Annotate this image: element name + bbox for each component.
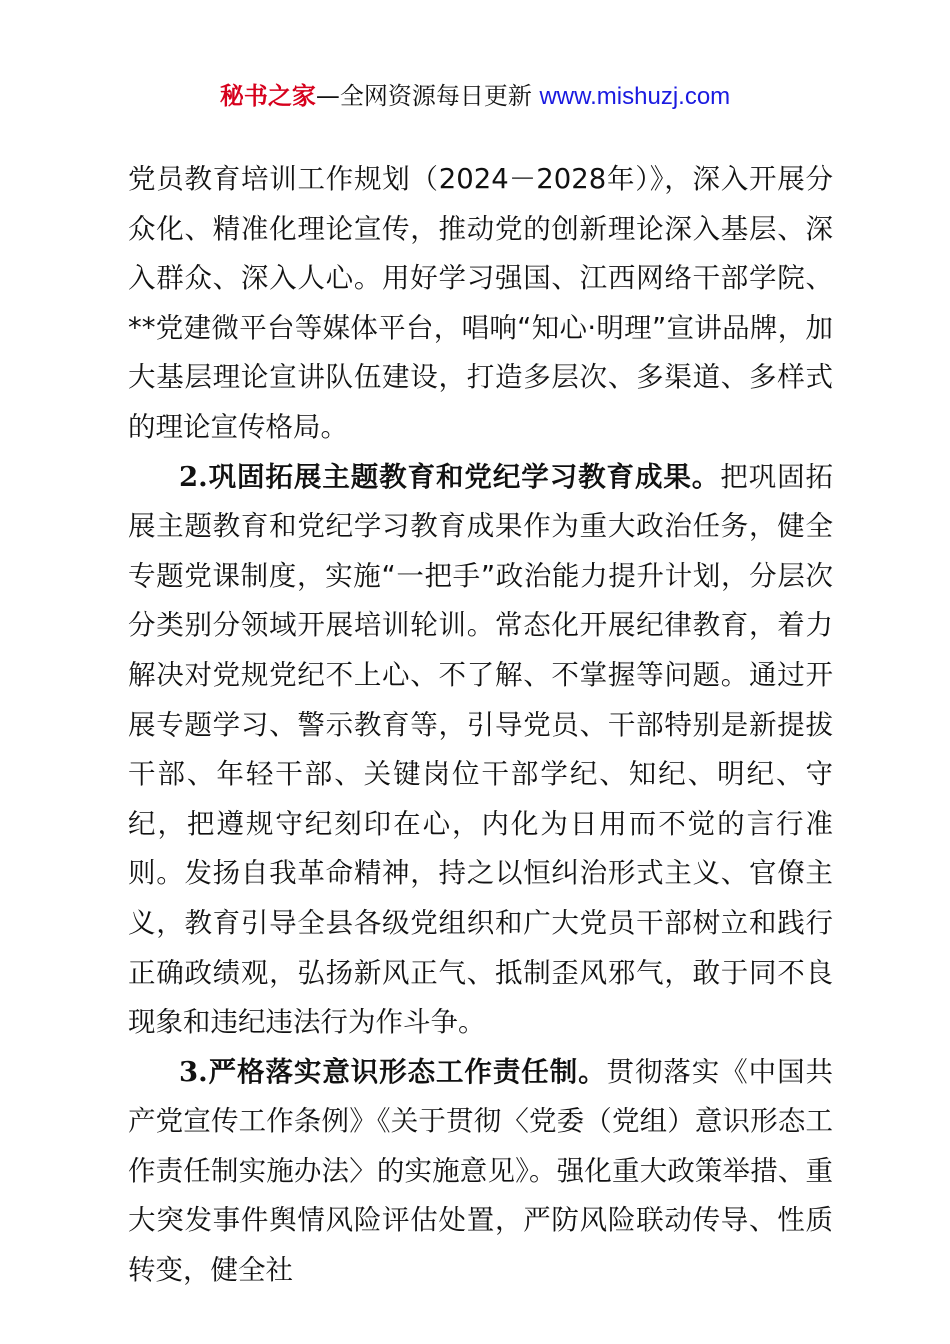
section-heading: 巩固拓展主题教育和党纪学习教育成果。 (207, 460, 721, 493)
site-url: www.mishuzj.com (539, 83, 731, 110)
document-body (128, 155, 833, 1296)
page-header (0, 80, 950, 113)
section-number: 2. (179, 460, 208, 493)
section-heading: 严格落实意识形态工作责任制。 (207, 1055, 607, 1088)
paragraph-2 (128, 453, 833, 1048)
section-number: 3. (179, 1055, 208, 1088)
paragraph-text: 把巩固拓展主题教育和党纪学习教育成果作为重大政治任务，健全专题党课制度，实施“一把手”政治能力提升计划，分层次分类别分领域开展培训轮训。常态化开展纪律教育，着力解决对党规党纪不上心、不了解、不掌握等问题。通过开展专题学习、警示教育等，引导党员、干部特别是新提拔干部、年轻干部、关键岗位干部学纪、知纪、明纪、守纪，把遵规守纪刻印在心，内化为日用而不觉的言行准则。发扬自我革命精神，持之以恒纠治形式主义、官僚主义，教育引导全县各级党组织和广大党员干部树立和践行正确政绩观，弘扬新风正气、抵制歪风邪气，敢于同不良现象和违纪违法行为作斗争。 (128, 460, 833, 1039)
paragraph-text: 贯彻落实《中国共产党宣传工作条例》《关于贯彻〈党委（党组）意识形态工作责任制实施办法〉的实施意见》。强化重大政策举措、重大突发事件舆情风险评估处置，严防风险联动传导、性质转变，健全社 (128, 1055, 833, 1287)
brand-name: 秘书之家 (219, 82, 316, 110)
header-slogan: —全网资源每日更新 (315, 82, 540, 110)
paragraph-continued: 党员教育培训工作规划（2024－2028年）》，深入开展分众化、精准化理论宣传，推动党的创新理论深入基层、深入群众、深入人心。用好学习强国、江西网络干部学院、**党建微平台等媒体平台，唱响“知心·明理”宣讲品牌，加大基层理论宣讲队伍建设，打造多层次、多渠道、多样式的理论宣传格局。 (128, 163, 833, 443)
paragraph-3 (128, 1048, 833, 1296)
